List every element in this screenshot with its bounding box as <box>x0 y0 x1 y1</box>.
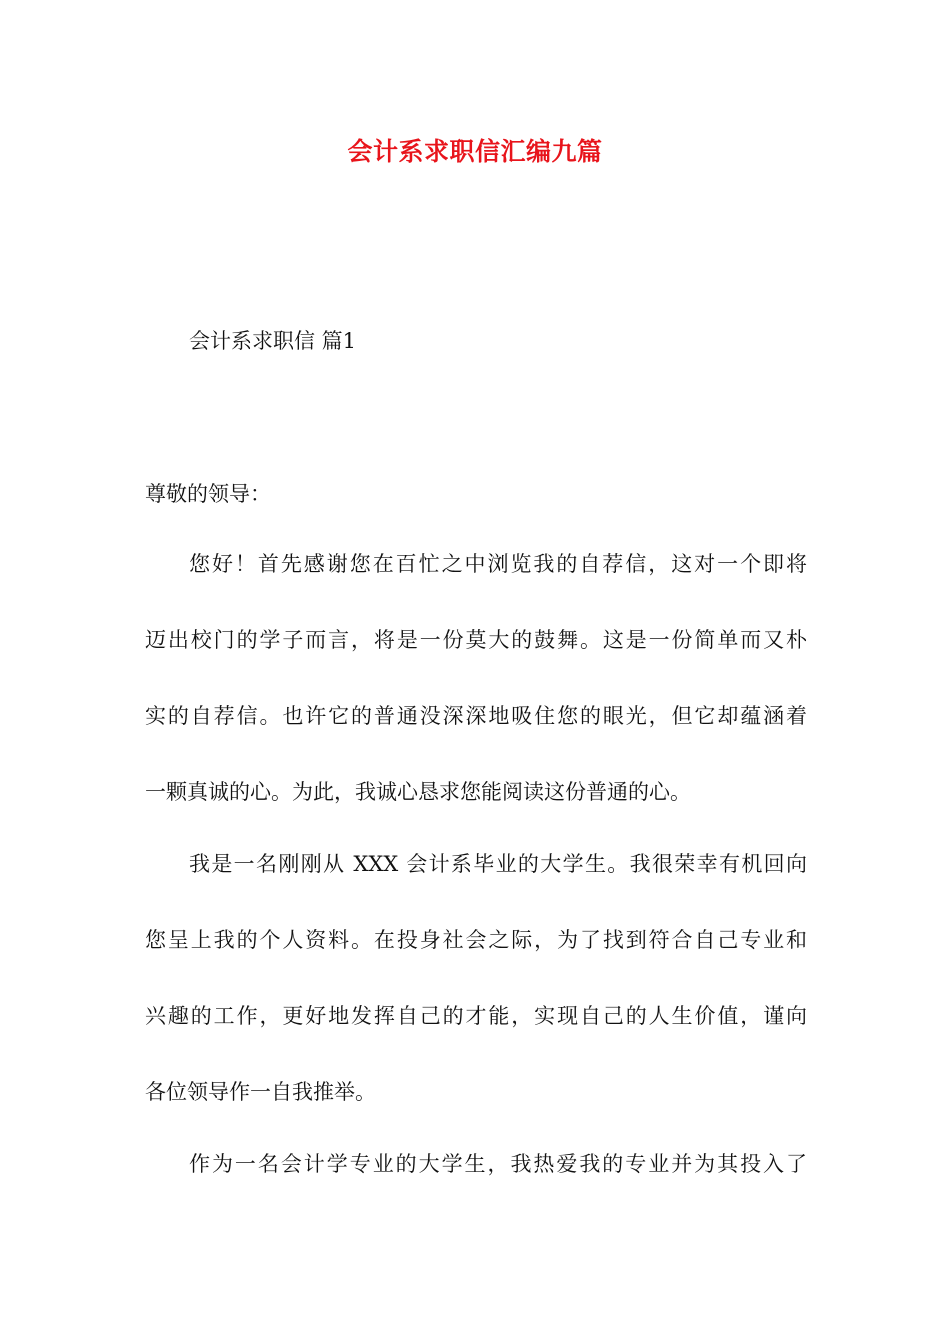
salutation: 尊敬的领导： <box>145 482 271 506</box>
paragraph-line: 作为一名会计学专业的大学生，我热爱我的专业并为其投入了 <box>189 1152 807 1176</box>
paragraph-line: 各位领导作一自我推举。 <box>145 1080 376 1104</box>
paragraph-line: 您好！首先感谢您在百忙之中浏览我的自荐信，这对一个即将 <box>189 552 807 576</box>
document-title: 会计系求职信汇编九篇 <box>347 137 603 166</box>
paragraph-line: 迈出校门的学子而言，将是一份莫大的鼓舞。这是一份简单而又朴 <box>145 628 807 652</box>
paragraph-1 <box>145 526 807 830</box>
paragraph-line: 一颗真诚的心。为此，我诚心恳求您能阅读这份普通的心。 <box>145 780 691 804</box>
section-heading: 会计系求职信 篇1 <box>189 329 357 353</box>
paragraph-line: 兴趣的工作，更好地发挥自己的才能，实现自己的人生价值，谨向 <box>145 1004 807 1028</box>
paragraph-2 <box>145 826 807 1130</box>
paragraph-line: 实的自荐信。也许它的普通没深深地吸住您的眼光，但它却蕴涵着 <box>145 704 807 728</box>
paragraph-line: 我是一名刚刚从 XXX 会计系毕业的大学生。我很荣幸有机回向 <box>189 852 807 876</box>
paragraph-3 <box>145 1126 807 1202</box>
paragraph-line: 您呈上我的个人资料。在投身社会之际，为了找到符合自己专业和 <box>145 928 807 952</box>
